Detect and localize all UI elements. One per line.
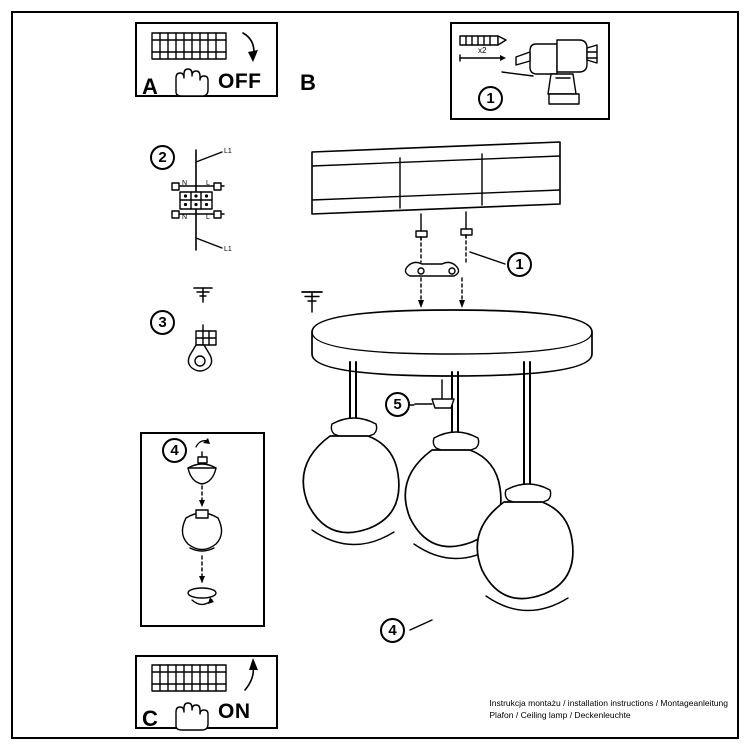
wire-label-l1-bottom: L1: [224, 246, 232, 253]
step-marker-5: 5: [385, 392, 410, 417]
step-marker-2: 2: [150, 145, 175, 170]
panel-b-drill: [450, 22, 610, 120]
label-off: OFF: [218, 70, 262, 93]
wire-label-l-top: L: [206, 180, 210, 187]
step-marker-1-bracket: 1: [507, 252, 532, 277]
wire-label-l-bottom: L: [206, 214, 210, 221]
step-marker-1-drill: 1: [478, 86, 503, 111]
label-on: ON: [218, 700, 251, 723]
step-marker-4-box: 4: [162, 438, 187, 463]
wire-label-n-bottom: N: [182, 214, 188, 221]
screw-count-label: x2: [478, 46, 487, 55]
label-section-b: B: [300, 70, 316, 95]
footer-line-2: Plafon / Ceiling lamp / Deckenleuchte: [489, 710, 631, 721]
label-section-c: C: [142, 706, 158, 731]
wire-label-n-top: N: [182, 180, 188, 187]
footer-text: [489, 697, 728, 723]
panel-step4-bulb: [140, 432, 265, 627]
wire-label-l1-top: L1: [224, 148, 232, 155]
footer-line-1: Instrukcja montażu / installation instructions / Montageanleitung: [489, 697, 728, 708]
step-marker-3: 3: [150, 310, 175, 335]
label-section-a: A: [142, 74, 158, 99]
page-border: [11, 11, 739, 739]
step-marker-4-main: 4: [380, 618, 405, 643]
